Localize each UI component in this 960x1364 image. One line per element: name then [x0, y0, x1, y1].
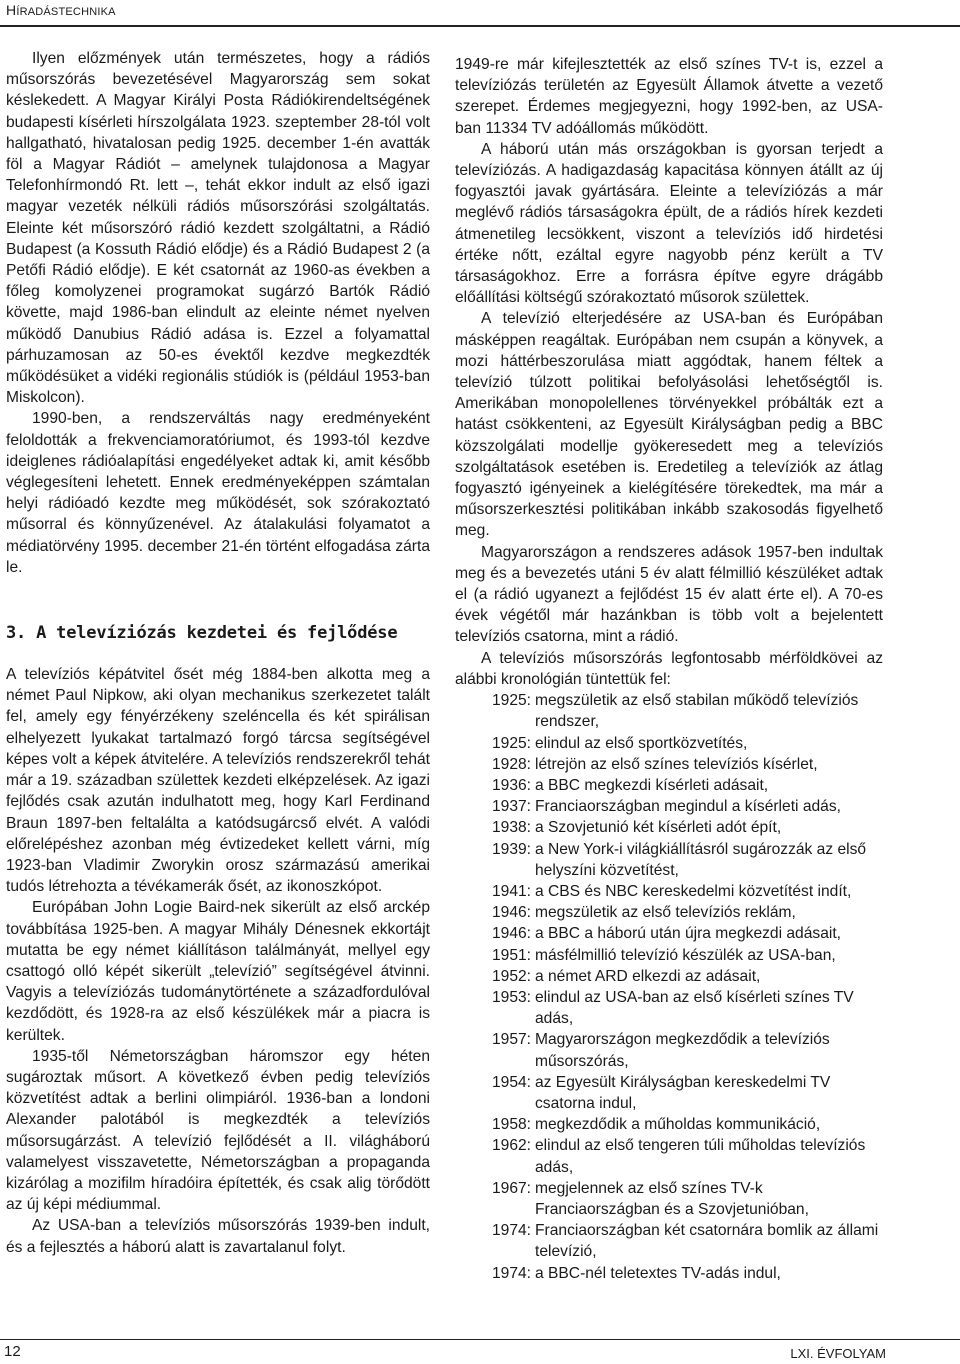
chronology-year: 1974:	[491, 1222, 531, 1240]
chronology-year: 1962:	[491, 1137, 531, 1155]
running-header	[6, 2, 116, 18]
chronology-year: 1941:	[491, 882, 531, 900]
right-column	[455, 54, 883, 1284]
chronology-year: 1953:	[491, 988, 531, 1006]
chronology-item	[455, 796, 883, 817]
chronology-year: 1967:	[491, 1179, 531, 1197]
chronology-item	[455, 1029, 883, 1071]
chronology-item	[455, 881, 883, 902]
chronology-event: elindul az első sportközvetítés,	[535, 734, 748, 752]
chronology-item	[455, 839, 883, 881]
paragraph: Ilyen előzmények után természetes, hogy a rádiós műsorszórás bevezetésével Magyarország sem sokat késlekedett. A Magyar Királyi Posta Rádiókirendeltségének budapesti kísérleti hírszolgálata 1923. szeptember 28-tól volt hallgatható, hivatalosan pedig 1925. december 1-én avatták föl a Magyar Rádiót – amelynek tulajdonosa a Magyar Telefonhírmondó Rt. lett –, tehát ekkor indult az első igazi magyar vezeték nélküli rádiós műsorszórási szolgáltatás. Eleinte két műsorszóró rádió kezdett szolgáltatni, a Rádió Budapest (a Kossuth Rádió elődje) és a Rádió Budapest 2 (a Petőfi Rádió elődje). E két csatornát az 1960-as években a főleg komolyzenei programokat sugárzó Bartók Rádió követte, majd 1986-ban elindult az eleinte német nyelven működő Danubius Rádió adása is. Ezzel a folyamattal párhuzamosan az 50-es évektől kezdve megkezdték működésüket a vidéki regionális stúdiók is (például 1953-ban Miskolcon).	[6, 50, 430, 407]
chronology-item	[455, 1263, 883, 1284]
chronology-year: 1928:	[491, 755, 531, 773]
chronology-event: elindul az USA-ban az első kísérleti színes TV adás,	[535, 988, 854, 1028]
chronology-event: megkezdődik a műholdas kommunikáció,	[535, 1116, 821, 1134]
chronology-event: Magyarországon megkezdődik a televíziós műsorszórás,	[535, 1031, 830, 1070]
chronology-event: az Egyesült Királyságban kereskedelmi TV csatorna indul,	[535, 1073, 831, 1112]
paragraph: A televíziós képátvitel ősét még 1884-ben alkotta meg a német Paul Nipkow, aki olyan mechanikus szerkezetet talált fel, amely egy fényérzékeny szeléncella és két spirálisan elhelyezett lyukakat tartalmazó forgó tárcsa segítségével képes volt a képek átvitelére. A televíziós rendszerekről tehát már a 19. században születtek kezdeti elképzelések. Az igazi fejlődés csak azután indulhatott meg, hogy Karl Ferdinand Braun 1897-ben feltalálta a katódsugárcső elvét. A valódi előrelépéshez azonban még évtizedeket kellett várni, míg 1923-ban Vladimir Zworykin orosz származású amerikai tudós létrehozta a tévékamerák ősét, az ikonoszkópot.	[6, 666, 430, 896]
chronology-year: 1958:	[491, 1116, 531, 1134]
chronology-event: megszületik az első stabilan működő televíziós rendszer,	[535, 692, 859, 731]
chronology-list	[455, 690, 883, 1284]
header-rule	[0, 25, 960, 27]
chronology-event: megszületik az első televíziós reklám,	[535, 904, 796, 922]
section-heading: 3. A televíziózás kezdetei és fejlődése	[6, 623, 398, 644]
chronology-item	[455, 902, 883, 923]
paragraph: Európában John Logie Baird-nek sikerült az első arckép továbbítása 1925-ben. A magyar Mihály Dénesnek ekkortájt mutatta be egy német kiállításon találmányát, mellyel egy csattogó olló képét sikerült „televízió” segítségével átvinni. Vagyis a televíziózás tudománytörténete a századfordulóval kezdődött, és 1928-ra az első készülékek már a piacra is kerültek.	[6, 899, 430, 1044]
chronology-item	[455, 1114, 883, 1135]
chronology-item	[455, 754, 883, 775]
chronology-event: Franciaországban két csatornára bomlik az állami televízió,	[535, 1222, 879, 1261]
chronology-item	[455, 1178, 883, 1220]
chronology-year: 1954:	[491, 1073, 531, 1091]
chronology-item	[455, 923, 883, 944]
chronology-year: 1946:	[491, 904, 531, 922]
header-rest: ÍRADÁSTECHNIKA	[16, 6, 116, 18]
chronology-year: 1952:	[491, 967, 531, 985]
chronology-year: 1957:	[491, 1031, 531, 1049]
chronology-event: a BBC megkezdi kísérleti adásait,	[535, 776, 769, 794]
chronology-year: 1951:	[491, 946, 531, 964]
paragraph: 1935-től Németországban háromszor egy héten sugároztak műsort. A következő évben pedig televíziós közvetítést adtak a berlini olimpiáról. 1936-ban a londoni Alexander palotából is megkezdték a televíziós műsorsugárzást. A televízió fejlődését a II. világháború valamelyest visszavetette, Németországban a propaganda kizárólag a mozifilm híradóira építették, és csak alig törődött az új képi médiummal.	[6, 1047, 430, 1214]
chronology-item	[455, 690, 883, 732]
footer-rule	[0, 1339, 960, 1340]
paragraph: Magyarországon a rendszeres adások 1957-ben indultak meg és a bevezetés utáni 5 év alatt félmillió készüléket adtak el (a rádió ugyanezt a fejlődést 15 év alatt érte el). A 70-es évek végétől már hazánkban is több volt a bejelentett televíziós csatorna, mint a rádió.	[455, 543, 883, 646]
chronology-event: a BBC a háború után újra megkezdi adásait,	[535, 925, 841, 943]
chronology-year: 1936:	[491, 776, 531, 794]
paragraph: A háború után más országokban is gyorsan terjedt a televíziózás. A hadigazdaság kapacitása könnyen átállt az új fogyasztói javak gyártására. Eleinte a televíziózás a már meglévő rádiós társaságokra épült, de a rádiós hírek kezdeti átmenetileg lecsökkent, viszont a televíziós idő hirdetési értéke nőtt, ezáltal egyre nagyobb pénz került a TV társaságokhoz. Erre a forrásra építve egyre drágább előállítási költségű szórakoztató műsorok születtek.	[455, 140, 883, 307]
paragraph: Az USA-ban a televíziós műsorszórás 1939-ben indult, és a fejlesztés a háború alatt is zavartalanul folyt.	[6, 1217, 430, 1256]
paragraph: 1949-re már kifejlesztették az első színes TV-t is, ezzel a televíziózás területén az Egyesült Államok átvette a vezető szerepet. Érdemes megjegyezni, hogy 1992-ben, az USA-ban 11334 TV adóállomás működött.	[455, 56, 883, 137]
chronology-item	[455, 817, 883, 838]
paragraph: A televízió elterjedésére az USA-ban és Európában másképpen reagáltak. Európában nem csupán a könyvek, a mozi háttérbeszorulása miatt aggódtak, hanem féltek a televízió túlzott politikai befolyásolási lehetőségtől is. Amerikában monopolellenes törvényekkel próbálták ezt a hatást csökkenteni, az Egyesült Királyságban pedig a BBC közszolgálati modellje gyökeresedett meg a televíziós szolgáltatások esetében is. Eredetileg a televíziók az átlag fogyasztó igényeinek a kielégítésére törekedtek, ma már a műsorszerkesztési politikában inkább szakosodás figyelhető meg.	[455, 310, 883, 540]
chronology-item	[455, 945, 883, 966]
chronology-year: 1946:	[491, 925, 531, 943]
chronology-year: 1938:	[491, 819, 531, 837]
chronology-event: a CBS és NBC kereskedelmi közvetítést indít,	[535, 882, 852, 900]
chronology-event: Franciaországban megindul a kísérleti adás,	[535, 798, 841, 816]
left-column	[6, 48, 430, 1258]
chronology-item	[455, 966, 883, 987]
chronology-year: 1974:	[491, 1264, 531, 1282]
chronology-year: 1939:	[491, 840, 531, 858]
paragraph: 1990-ben, a rendszerváltás nagy eredményeként feloldották a frekvenciamoratóriumot, és 1993-tól kezdve ideiglenes rádióalapítási engedélyeket adtak ki, amit később véglegesíteni lehetett. Ennek eredményeképpen számtalan helyi rádióadó kezdte meg működését, sok szórakoztató műsorral és könnyűzenével. Az átalakulási folyamatot a médiatörvény 1995. december 21-én történt elfogadása zárta le.	[6, 410, 430, 576]
chronology-event: elindul az első tengeren túli műholdas televíziós adás,	[535, 1137, 866, 1176]
chronology-item	[455, 733, 883, 754]
chronology-item	[455, 1220, 883, 1262]
chronology-event: a Szovjetunió két kísérleti adót épít,	[535, 819, 782, 837]
header-initial: H	[6, 2, 17, 18]
chronology-event: létrejön az első színes televíziós kísérlet,	[535, 755, 818, 773]
chronology-item	[455, 987, 883, 1029]
chronology-item	[455, 1135, 883, 1177]
paragraph: A televíziós műsorszórás legfontosabb mérföldkövei az alábbi kronológián tüntettük fel:	[455, 649, 883, 688]
page-number: 12	[4, 1343, 21, 1360]
chronology-event: másfélmillió televízió készülék az USA-ban,	[535, 946, 836, 964]
chronology-year: 1925:	[491, 734, 531, 752]
chronology-year: 1937:	[491, 798, 531, 816]
chronology-event: a BBC-nél teletextes TV-adás indul,	[535, 1264, 781, 1282]
chronology-event: a német ARD elkezdi az adásait,	[535, 967, 761, 985]
volume-label: LXI. ÉVFOLYAM	[790, 1346, 886, 1361]
chronology-event: megjelennek az első színes TV-k Franciaországban és a Szovjetunióban,	[535, 1179, 809, 1218]
chronology-year: 1925:	[491, 692, 531, 710]
chronology-event: a New York-i világkiállításról sugározzák az első helyszíni közvetítést,	[535, 840, 867, 879]
chronology-item	[455, 1072, 883, 1114]
chronology-item	[455, 775, 883, 796]
